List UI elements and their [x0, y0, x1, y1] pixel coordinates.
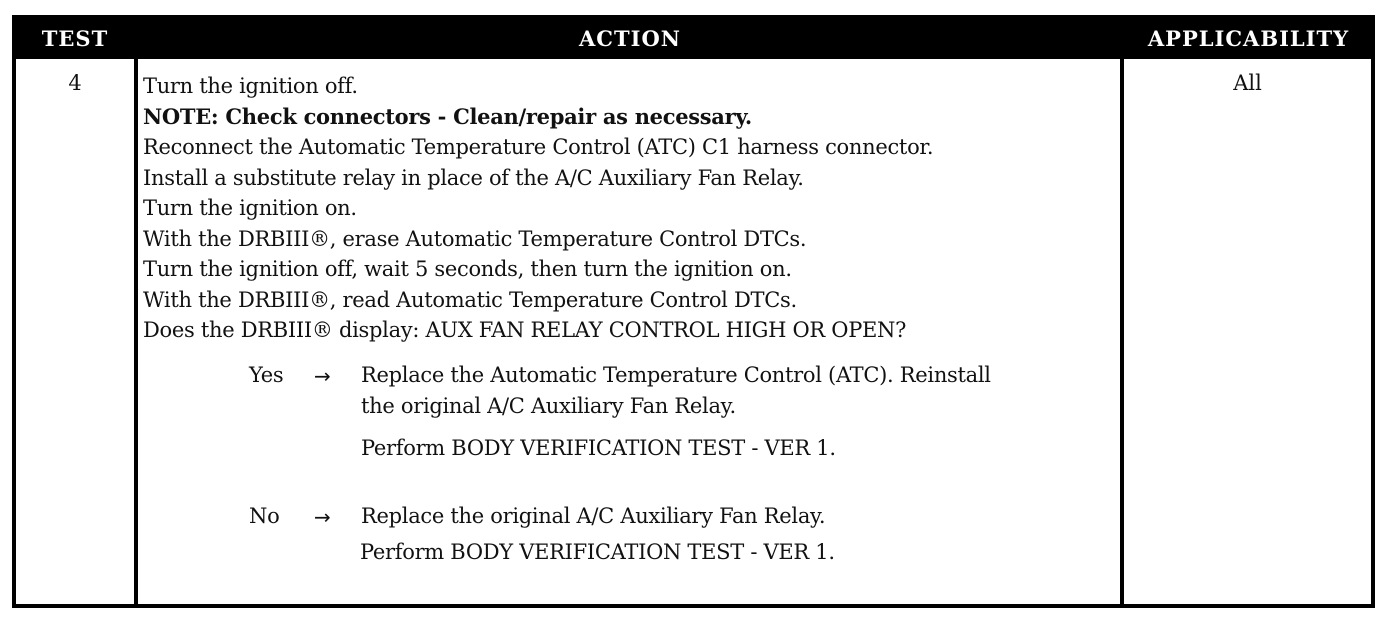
yes-line: the original A/C Auxiliary Fan Relay.	[361, 394, 736, 418]
test-table	[12, 15, 1375, 608]
action-step: With the DRBIII®, erase Automatic Temperature Control DTCs.	[143, 226, 807, 251]
yes-verification: Perform BODY VERIFICATION TEST - VER 1.	[361, 436, 836, 460]
action-question: Does the DRBIII® display: AUX FAN RELAY CONTROL HIGH OR OPEN?	[143, 318, 907, 342]
right-arrow-icon: →	[314, 364, 331, 388]
no-verification: Perform BODY VERIFICATION TEST - VER 1.	[360, 540, 835, 564]
header-action: ACTION	[579, 26, 681, 51]
action-step: Reconnect the Automatic Temperature Control (ATC) C1 harness connector.	[143, 135, 934, 159]
test-number: 4	[68, 71, 82, 95]
no-line: Replace the original A/C Auxiliary Fan Relay.	[361, 504, 826, 528]
no-instructions	[361, 501, 825, 532]
yes-label: Yes	[249, 363, 284, 387]
action-step: Turn the ignition off.	[143, 74, 358, 98]
no-label: No	[249, 504, 280, 528]
no-answer	[16, 19, 1116, 604]
column-divider	[1120, 19, 1124, 604]
action-step: Turn the ignition on.	[143, 196, 357, 220]
header-applicability: APPLICABILITY	[1147, 26, 1350, 51]
header-test: TEST	[41, 26, 109, 51]
applicability-value: All	[1233, 71, 1262, 95]
yes-line: Replace the Automatic Temperature Control (ATC). Reinstall	[361, 363, 991, 387]
action-note: NOTE: Check connectors - Clean/repair as necessary.	[143, 103, 752, 129]
action-step: Turn the ignition off, wait 5 seconds, then turn the ignition on.	[143, 257, 792, 281]
action-step: Install a substitute relay in place of the A/C Auxiliary Fan Relay.	[143, 165, 804, 190]
right-arrow-icon: →	[314, 505, 331, 529]
action-step: With the DRBIII®, read Automatic Temperature Control DTCs.	[143, 287, 797, 312]
